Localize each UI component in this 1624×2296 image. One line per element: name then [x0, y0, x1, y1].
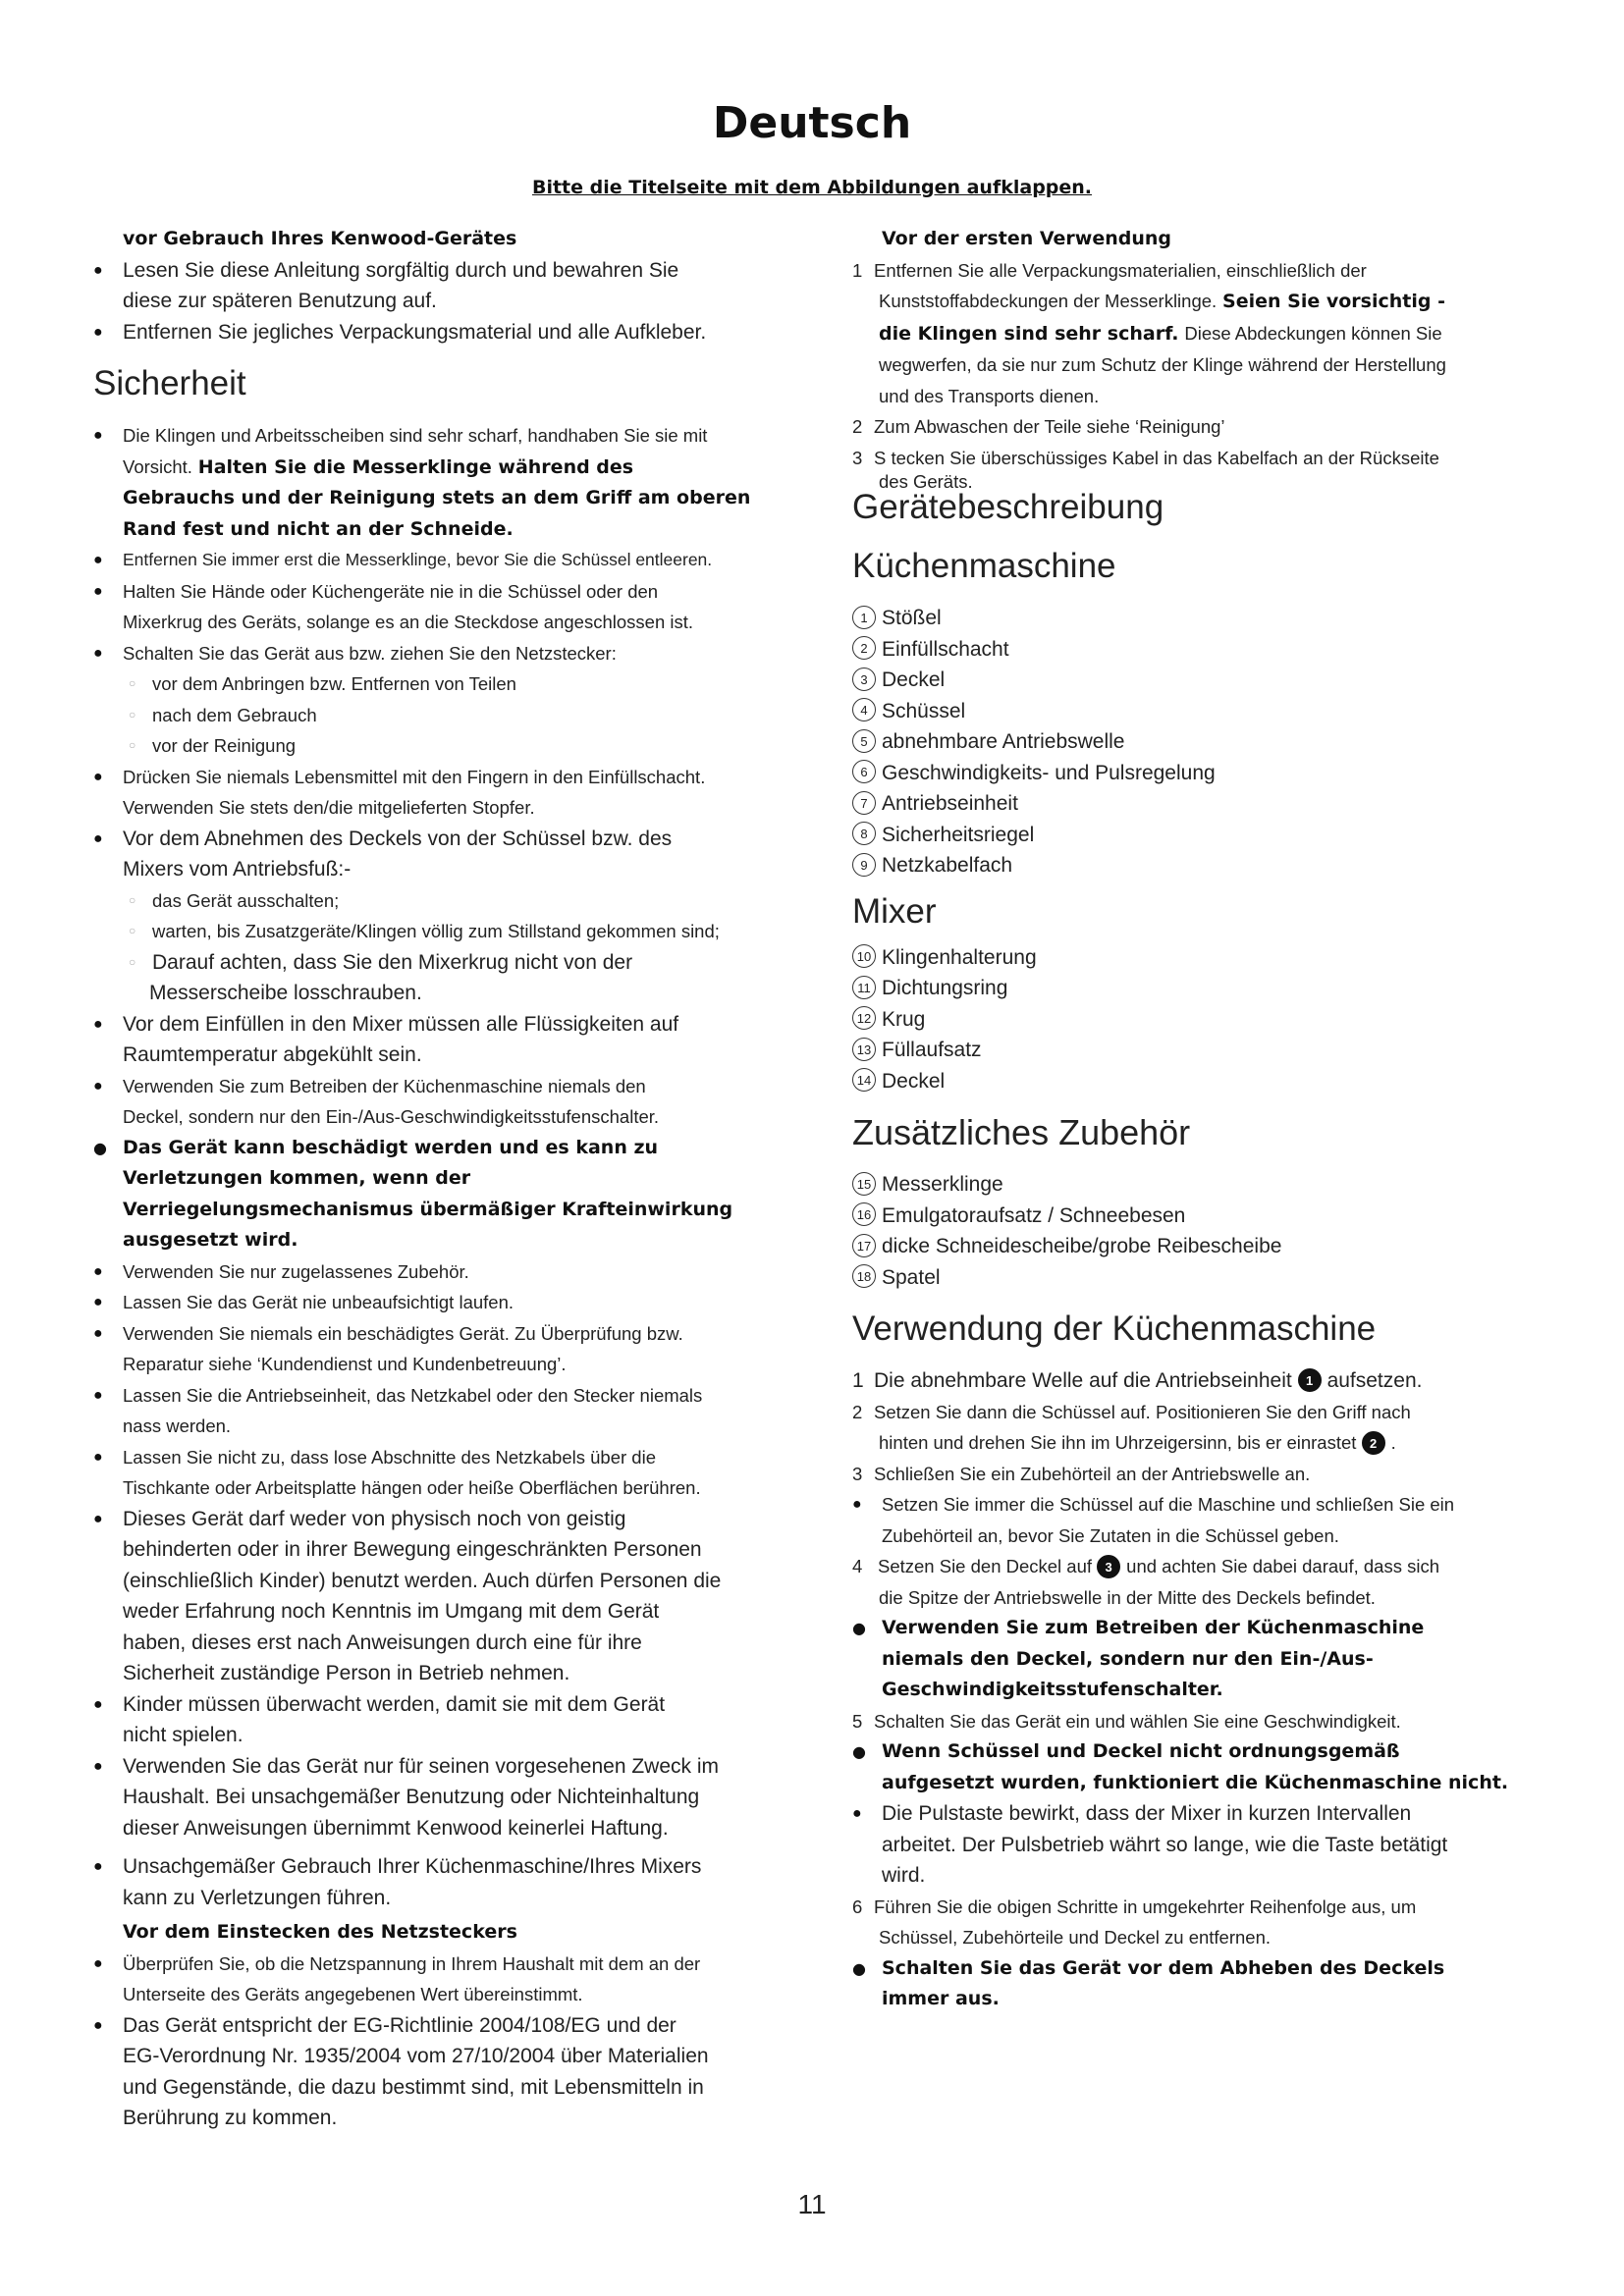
- accessories-list: [852, 1169, 1540, 1293]
- safety-item: ● Lassen Sie die Antriebseinheit, das Netzkabel oder den Stecker niemals: [93, 1380, 800, 1412]
- usage-step-cont: die Spitze der Antriebswelle in der Mitte des Deckels befindet.: [879, 1586, 1376, 1608]
- usage-warning-cont: niemals den Deckel, sondern nur den Ein-/Aus-: [882, 1647, 1374, 1670]
- part-list-item: [852, 634, 1540, 666]
- usage-note-cont: arbeitet. Der Pulsbetrieb währt so lange, wie die Taste betätigt: [882, 1833, 1448, 1856]
- kitchen-machine-heading: Küchenmaschine: [852, 547, 1116, 585]
- before-use-heading: vor Gebrauch Ihres Kenwood-Gerätes: [123, 228, 517, 249]
- safety-item: ● Lassen Sie das Gerät nie unbeaufsichtigt laufen.: [93, 1287, 800, 1318]
- safety-item-bold: Verletzungen kommen, wenn der: [123, 1167, 471, 1189]
- usage-note: ● Die Pulstaste bewirkt, dass der Mixer in kurzen Intervallen: [852, 1798, 1540, 1830]
- safety-item-cont: kann zu Verletzungen führen.: [123, 1886, 392, 1909]
- part-number-icon: 10: [852, 944, 876, 968]
- safety-item-cont: nass werden.: [123, 1415, 232, 1436]
- part-list-item: [852, 603, 1540, 634]
- usage-note: ● Setzen Sie immer die Schüssel auf die Maschine und schließen Sie ein: [852, 1489, 1540, 1521]
- part-number-icon: 6: [852, 760, 876, 783]
- part-number-icon: 13: [852, 1038, 876, 1061]
- safety-item: ● Verwenden Sie zum Betreiben der Küchenmaschine niemals den: [93, 1071, 800, 1102]
- part-number-icon: 8: [852, 822, 876, 845]
- part-label: Messerklinge: [882, 1173, 1003, 1196]
- plug-item-cont: und Gegenstände, die dazu bestimmt sind, mit Lebensmitteln in: [123, 2075, 704, 2099]
- part-number-icon: 7: [852, 791, 876, 815]
- first-use-step-cont: wegwerfen, da sie nur zum Schutz der Klinge während der Herstellung: [879, 354, 1446, 375]
- part-number-icon: 3: [852, 667, 876, 691]
- part-number-icon: 12: [852, 1006, 876, 1030]
- first-use-step: 2 Zum Abwaschen der Teile siehe ‘Reinigung’: [852, 416, 1225, 437]
- usage-note-cont: Zubehörteil an, bevor Sie Zutaten in die Schüssel geben.: [882, 1524, 1339, 1546]
- safety-item-cont: behinderten oder in ihrer Bewegung eingeschränkten Personen: [123, 1538, 702, 1561]
- usage-heading: Verwendung der Küchenmaschine: [852, 1309, 1377, 1348]
- part-list-item: [852, 726, 1540, 758]
- safety-item-cont: Tischkante oder Arbeitsplatte hängen oder heiße Oberflächen berühren.: [123, 1477, 701, 1498]
- usage-warning-cont: aufgesetzt wurden, funktioniert die Küchenmaschine nicht.: [882, 1771, 1509, 1793]
- part-label: Stößel: [882, 607, 942, 629]
- safety-item-cont: weder Erfahrung noch Kenntnis im Umgang mit dem Gerät: [123, 1600, 660, 1623]
- part-label: Geschwindigkeits- und Pulsregelung: [882, 761, 1216, 784]
- safety-item-bold: ● Das Gerät kann beschädigt werden und es kann zu: [93, 1133, 800, 1164]
- part-label: Klingenhalterung: [882, 945, 1037, 969]
- right-column: [852, 224, 1540, 2015]
- step-number-icon: 1: [1298, 1368, 1322, 1392]
- plug-heading: Vor dem Einstecken des Netzsteckers: [123, 1921, 517, 1943]
- safety-item-cont: Reparatur siehe ‘Kundendienst und Kundenbetreuung’.: [123, 1354, 567, 1374]
- usage-warning-cont: Geschwindigkeitsstufenschalter.: [882, 1679, 1223, 1700]
- part-label: Dichtungsring: [882, 977, 1008, 999]
- safety-subitem: ○ warten, bis Zusatzgeräte/Klingen völlig zum Stillstand gekommen sind;: [93, 916, 800, 947]
- first-use-heading: Vor der ersten Verwendung: [882, 228, 1171, 249]
- before-use-item: ● Lesen Sie diese Anleitung sorgfältig durch und bewahren Sie: [93, 255, 800, 287]
- safety-subitem-cont: Messerscheibe losschrauben.: [149, 982, 422, 1004]
- usage-warning-cont: immer aus.: [882, 1988, 1000, 2009]
- safety-item: ● Kinder müssen überwacht werden, damit sie mit dem Gerät: [93, 1689, 800, 1721]
- page-title: Deutsch: [712, 98, 912, 148]
- safety-item: ● Verwenden Sie das Gerät nur für seinen vorgesehenen Zweck im: [93, 1751, 800, 1783]
- usage-warning: ● Wenn Schüssel und Deckel nicht ordnungsgemäß: [852, 1736, 1540, 1768]
- usage-step: 5 Schalten Sie das Gerät ein und wählen Sie eine Geschwindigkeit.: [852, 1710, 1401, 1732]
- safety-item: ● Drücken Sie niemals Lebensmittel mit den Fingern in den Einfüllschacht.: [93, 762, 800, 793]
- plug-item: ● Überprüfen Sie, ob die Netzspannung in Ihrem Haushalt mit dem an der: [93, 1949, 800, 1980]
- usage-step: 3 Schließen Sie ein Zubehörteil an der Antriebswelle an.: [852, 1463, 1311, 1484]
- first-use-step-cont: des Geräts.: [879, 471, 973, 492]
- safety-item-cont: Mixers vom Antriebsfuß:-: [123, 858, 352, 881]
- safety-item: ● Lassen Sie nicht zu, dass lose Abschnitte des Netzkabels über die: [93, 1442, 800, 1473]
- part-number-icon: 15: [852, 1172, 876, 1196]
- part-list-item: [852, 1231, 1540, 1262]
- first-use-step-cont: die Klingen sind sehr scharf. Diese Abdeckungen können Sie: [879, 322, 1442, 345]
- before-use-item-cont: diese zur späteren Benutzung auf.: [123, 290, 437, 312]
- part-number-icon: 14: [852, 1068, 876, 1092]
- safety-item: ● Schalten Sie das Gerät aus bzw. ziehen Sie den Netzstecker:: [93, 638, 800, 669]
- accessories-heading: Zusätzliches Zubehör: [852, 1112, 1191, 1152]
- first-use-step-cont: und des Transports dienen.: [879, 385, 1100, 406]
- safety-item-cont: Verwenden Sie stets den/die mitgelieferten Stopfer.: [123, 797, 535, 818]
- safety-item-cont: Raumtemperatur abgekühlt sein.: [123, 1043, 422, 1066]
- safety-item-cont: Sicherheit zuständige Person in Betrieb nehmen.: [123, 1662, 570, 1684]
- safety-item-cont: Mixerkrug des Geräts, solange es an die Steckdose angeschlossen ist.: [123, 612, 694, 632]
- part-list-item: [852, 1035, 1540, 1066]
- usage-warning: ● Verwenden Sie zum Betreiben der Küchenmaschine: [852, 1613, 1540, 1644]
- safety-item: ● Die Klingen und Arbeitsscheiben sind sehr scharf, handhaben Sie sie mit: [93, 420, 800, 452]
- part-list-item: [852, 696, 1540, 727]
- plug-item-cont: Berührung zu kommen.: [123, 2107, 338, 2129]
- part-number-icon: 17: [852, 1234, 876, 1257]
- usage-step-cont: Schüssel, Zubehörteile und Deckel zu entfernen.: [879, 1927, 1272, 1948]
- safety-subitem: ○ Darauf achten, dass Sie den Mixerkrug nicht von der: [93, 947, 800, 979]
- part-number-icon: 2: [852, 636, 876, 660]
- safety-item: ● Vor dem Abnehmen des Deckels von der Schüssel bzw. des: [93, 824, 800, 855]
- first-use-step: 3 S tecken Sie überschüssiges Kabel in das Kabelfach an der Rückseite: [852, 447, 1439, 468]
- part-list-item: [852, 973, 1540, 1004]
- safety-subitem: ○ vor dem Anbringen bzw. Entfernen von Teilen: [93, 668, 800, 700]
- part-list-item: [852, 1201, 1540, 1232]
- part-label: abnehmbare Antriebswelle: [882, 730, 1125, 753]
- usage-step: 4 Setzen Sie den Deckel auf 3 und achten Sie dabei darauf, dass sich: [852, 1556, 1439, 1576]
- mixer-parts-list: [852, 942, 1540, 1097]
- safety-subitem: ○ vor der Reinigung: [93, 730, 800, 762]
- description-heading: Gerätebeschreibung: [852, 488, 1164, 526]
- first-use-step: 1 Entfernen Sie alle Verpackungsmaterialien, einschließlich der: [852, 259, 1367, 281]
- mixer-heading: Mixer: [852, 891, 937, 931]
- usage-step: 2 Setzen Sie dann die Schüssel auf. Positionieren Sie den Griff nach: [852, 1401, 1411, 1422]
- safety-item: ● Entfernen Sie immer erst die Messerklinge, bevor Sie die Schüssel entleeren.: [93, 545, 800, 576]
- part-label: Schüssel: [882, 699, 966, 722]
- part-number-icon: 5: [852, 729, 876, 753]
- part-number-icon: 16: [852, 1202, 876, 1226]
- part-list-item: [852, 1066, 1540, 1097]
- part-label: Deckel: [882, 1069, 946, 1093]
- safety-item: ● Dieses Gerät darf weder von physisch noch von geistig: [93, 1504, 800, 1535]
- part-list-item: [852, 820, 1540, 851]
- part-number-icon: 4: [852, 698, 876, 721]
- usage-step-cont: hinten und drehen Sie ihn im Uhrzeigersinn, bis er einrastet 2 .: [879, 1432, 1396, 1453]
- usage-step: 1 Die abnehmbare Welle auf die Antriebseinheit 1 aufsetzen.: [852, 1369, 1423, 1392]
- part-label: Krug: [882, 1007, 926, 1031]
- usage-step: 6 Führen Sie die obigen Schritte in umgekehrter Reihenfolge aus, um: [852, 1896, 1417, 1917]
- safety-item-cont: (einschließlich Kinder) benutzt werden. Auch dürfen Personen die: [123, 1569, 722, 1592]
- safety-item-cont: haben, dieses erst nach Anweisungen durch eine für ihre: [123, 1630, 642, 1654]
- part-list-item: [852, 1004, 1540, 1036]
- part-label: Deckel: [882, 668, 946, 691]
- safety-item-cont: Vorsicht. Halten Sie die Messerklinge während des: [123, 455, 634, 478]
- part-list-item: [852, 1169, 1540, 1201]
- before-use-item: ● Entfernen Sie jegliches Verpackungsmaterial und alle Aufkleber.: [93, 317, 800, 348]
- safety-item-cont: nicht spielen.: [123, 1724, 244, 1746]
- safety-item-cont: Deckel, sondern nur den Ein-/Aus-Geschwindigkeitsstufenschalter.: [123, 1106, 660, 1127]
- plug-item: ● Das Gerät entspricht der EG-Richtlinie 2004/108/EG und der: [93, 2010, 800, 2042]
- part-label: Sicherheitsriegel: [882, 823, 1035, 846]
- part-number-icon: 11: [852, 976, 876, 999]
- safety-item-bold: Verriegelungsmechanismus übermäßiger Krafteinwirkung: [123, 1198, 733, 1220]
- safety-item: ● Verwenden Sie niemals ein beschädigtes Gerät. Zu Überprüfung bzw.: [93, 1318, 800, 1350]
- safety-subitem: ○ das Gerät ausschalten;: [93, 885, 800, 917]
- left-column: [93, 224, 800, 2134]
- part-label: dicke Schneidescheibe/grobe Reibescheibe: [882, 1235, 1282, 1257]
- part-label: Antriebseinheit: [882, 792, 1018, 815]
- first-use-step-cont: Kunststoffabdeckungen der Messerklinge. Seien Sie vorsichtig -: [879, 291, 1445, 312]
- safety-item-cont: dieser Anweisungen übernimmt Kenwood keinerlei Haftung.: [123, 1816, 669, 1840]
- safety-item: ● Vor dem Einfüllen in den Mixer müssen alle Flüssigkeiten auf: [93, 1009, 800, 1041]
- part-list-item: [852, 788, 1540, 820]
- plug-item-cont: Unterseite des Geräts angegebenen Wert übereinstimmt.: [123, 1984, 583, 2004]
- part-label: Füllaufsatz: [882, 1039, 982, 1061]
- page-subtitle: Bitte die Titelseite mit dem Abbildungen aufklappen.: [531, 177, 1093, 198]
- part-list-item: [852, 665, 1540, 696]
- safety-item-bold: Rand fest und nicht an der Schneide.: [123, 517, 514, 540]
- safety-item: ● Unsachgemäßer Gebrauch Ihrer Küchenmaschine/Ihres Mixers: [93, 1851, 800, 1883]
- usage-note-cont: wird.: [882, 1864, 926, 1887]
- part-number-icon: 1: [852, 606, 876, 629]
- part-list-item: [852, 1262, 1540, 1294]
- safety-heading: Sicherheit: [93, 364, 246, 402]
- safety-item: ● Halten Sie Hände oder Küchengeräte nie in die Schüssel oder den: [93, 576, 800, 608]
- page-number: 11: [797, 2189, 827, 2219]
- step-number-icon: 2: [1362, 1431, 1385, 1455]
- part-list-item: [852, 850, 1540, 881]
- part-list-item: [852, 758, 1540, 789]
- safety-item: ● Verwenden Sie nur zugelassenes Zubehör.: [93, 1256, 800, 1288]
- part-label: Netzkabelfach: [882, 854, 1013, 877]
- part-number-icon: 9: [852, 853, 876, 877]
- part-list-item: [852, 942, 1540, 974]
- safety-item-bold: ausgesetzt wird.: [123, 1229, 298, 1251]
- part-label: Emulgatoraufsatz / Schneebesen: [882, 1203, 1186, 1227]
- part-label: Einfüllschacht: [882, 637, 1009, 661]
- part-label: Spatel: [882, 1265, 941, 1289]
- safety-item-bold: Gebrauchs und der Reinigung stets an dem Griff am oberen: [123, 487, 751, 508]
- plug-item-cont: EG-Verordnung Nr. 1935/2004 vom 27/10/2004 über Materialien: [123, 2045, 709, 2067]
- safety-subitem: ○ nach dem Gebrauch: [93, 700, 800, 731]
- safety-item-cont: Haushalt. Bei unsachgemäßer Benutzung oder Nichteinhaltung: [123, 1786, 700, 1808]
- step-number-icon: 3: [1097, 1555, 1120, 1578]
- usage-warning: ● Schalten Sie das Gerät vor dem Abheben des Deckels: [852, 1953, 1540, 1985]
- kitchen-parts-list: [852, 603, 1540, 881]
- part-number-icon: 18: [852, 1264, 876, 1288]
